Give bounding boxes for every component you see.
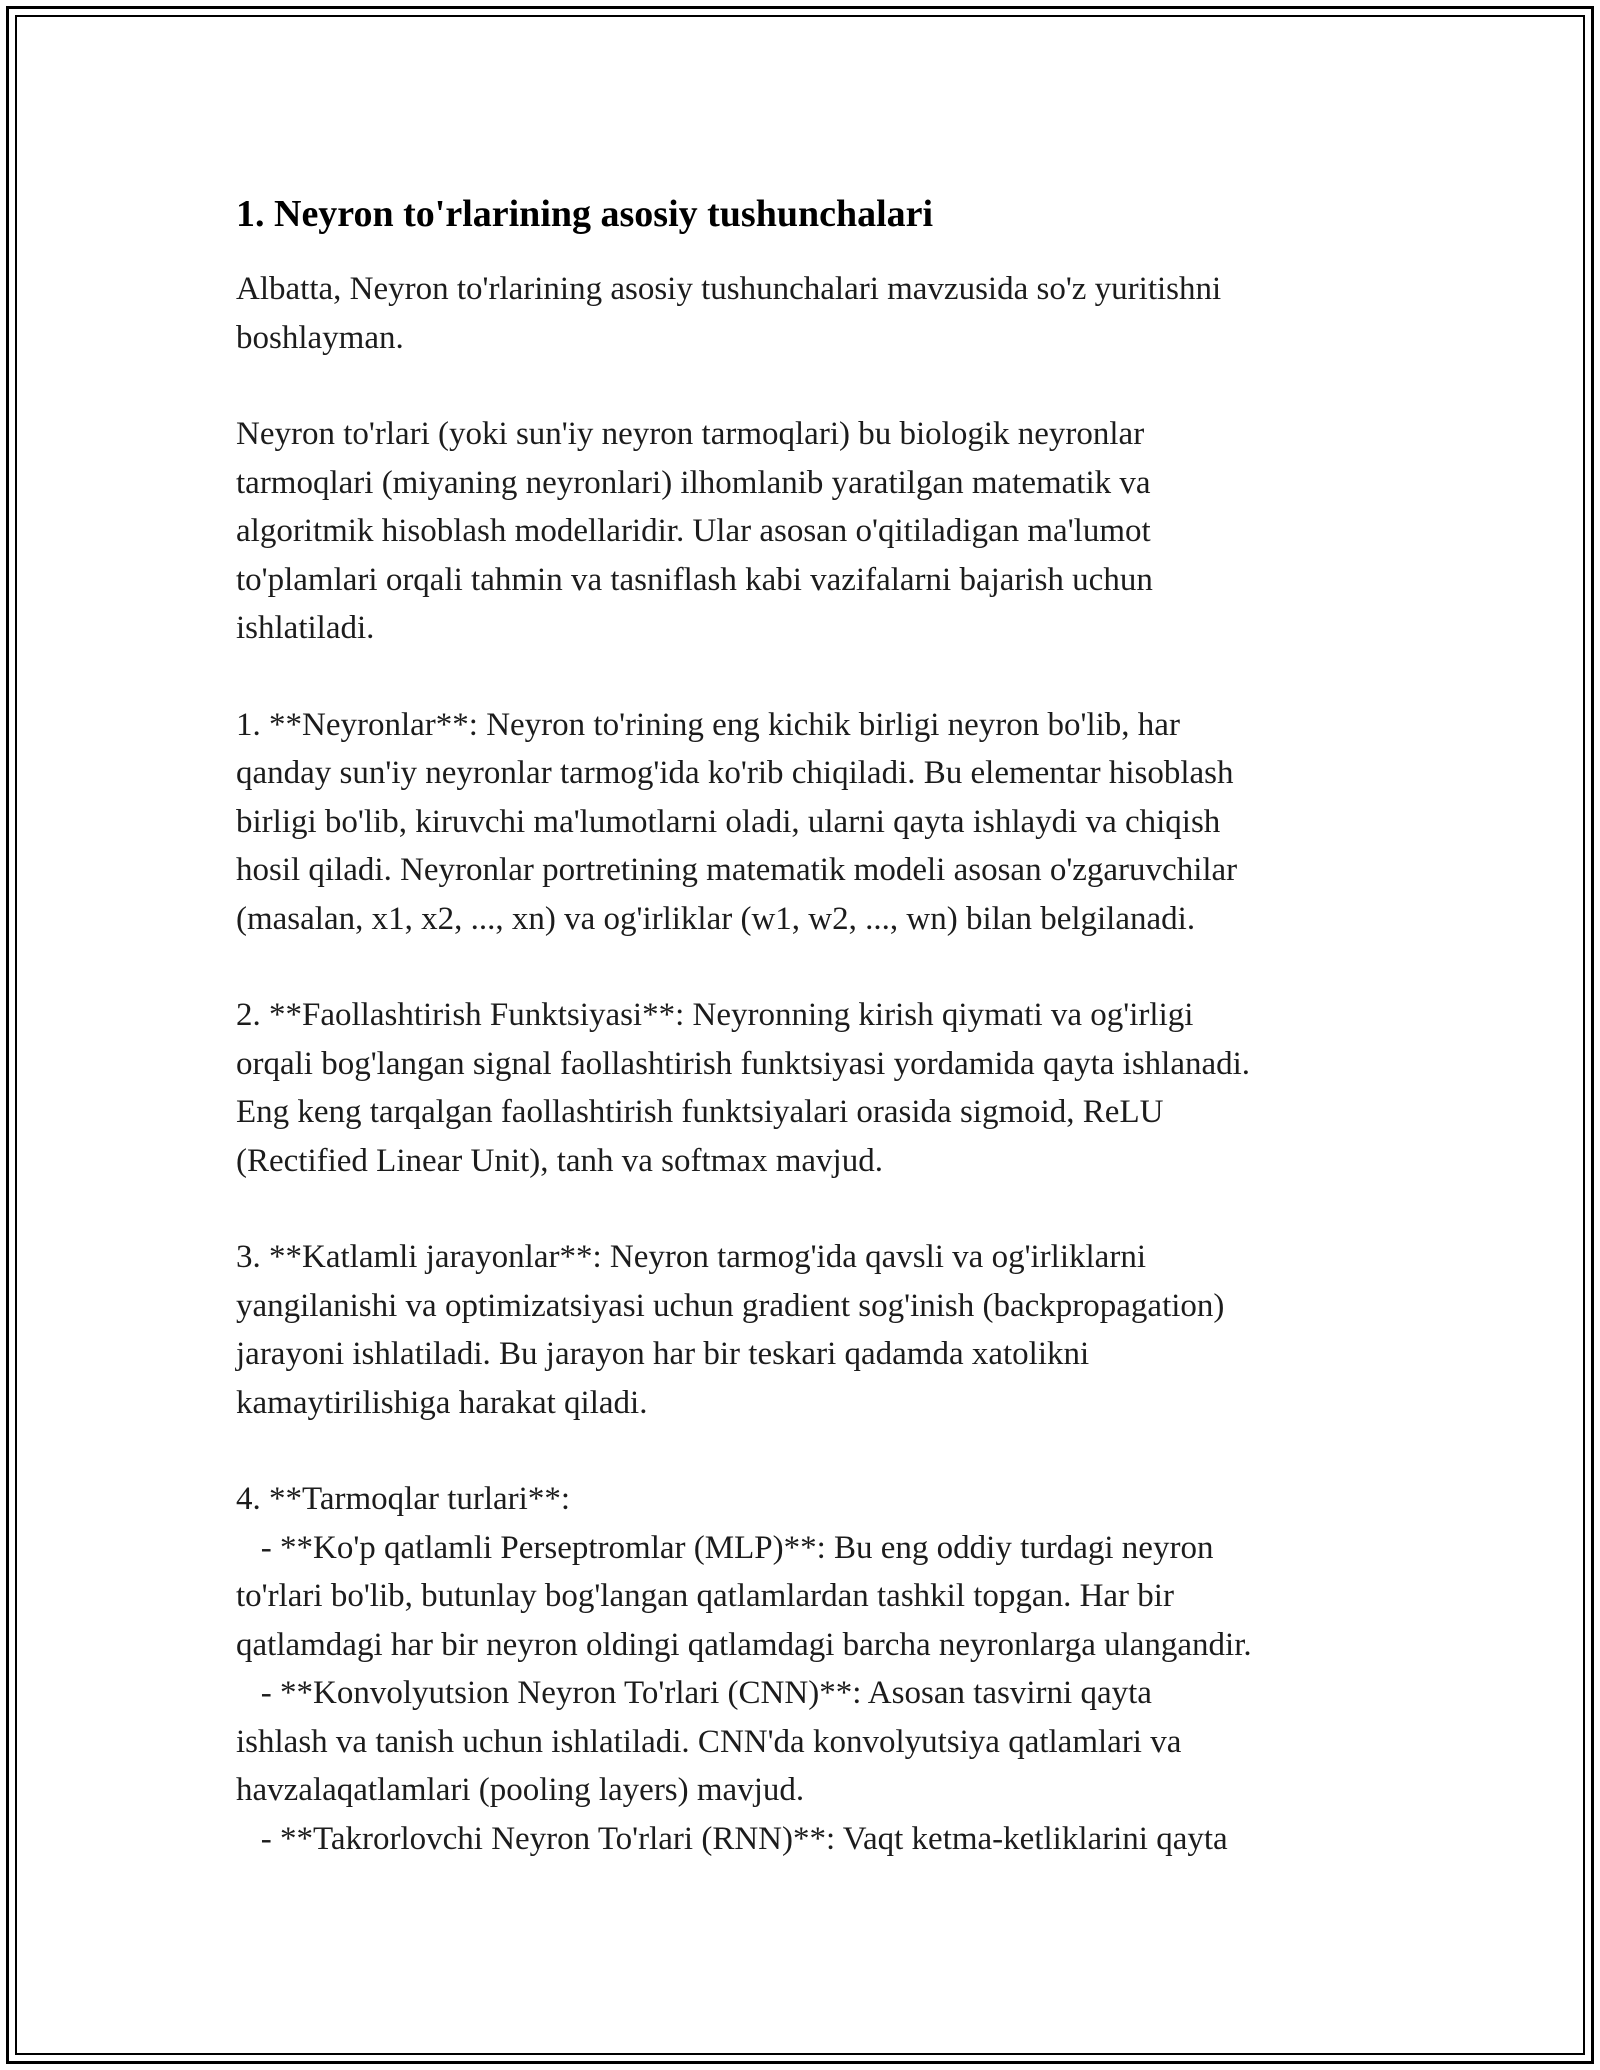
paragraph-activation-function: 2. **Faollashtirish Funktsiyasi**: Neyronning kirish qiymati va og'irligi orqali bog'langan signal faollashtirish funktsiyasi yordamida qayta ishlanadi. Eng keng tarqalgan faollashtirish funktsiyalari orasida sigmoid, ReLU (Rectified Linear Unit), tanh va softmax mavjud. xyxy=(236,997,1251,1179)
paragraph-definition: Neyron to'rlari (yoki sun'iy neyron tarmoqlari) bu biologik neyronlar tarmoqlari (miyaning neyronlari) ilhomlanib yaratilgan matematik va algoritmik hisoblash modellaridir. Ular asosan o'qitiladigan ma'lumot to'plamlari orqali tahmin va tasniflash kabi vazifalarni bajarish uchun ishlatiladi. xyxy=(236,416,1153,646)
document-title: 1. Neyron to'rlarining asosiy tushunchalari xyxy=(236,193,934,235)
paragraph-neurons: 1. **Neyronlar**: Neyron to'rining eng kichik birligi neyron bo'lib, har qanday sun'iy neyronlar tarmog'ida ko'rib chiqiladi. Bu elementar hisoblash birligi bo'lib, kiruvchi ma'lumotlarni oladi, ularni qayta ishlaydi va chiqish hosil qiladi. Neyronlar portretining matematik modeli asosan o'zgaruvchilar (masalan, x1, x2, ..., xn) va og'irliklar (w1, w2, ..., wn) bilan belgilanadi. xyxy=(236,706,1238,937)
document-page xyxy=(236,185,1386,1863)
paragraph-layered-processes: 3. **Katlamli jarayonlar**: Neyron tarmog'ida qavsli va og'irliklarni yangilanishi va optimizatsiyasi uchun gradient sog'inish (backpropagation) jarayoni ishlatiladi. Bu jarayon har bir teskari qadamda xatolikni kamaytirilishiga harakat qiladi. xyxy=(236,1239,1225,1421)
paragraph-network-types: 4. **Tarmoqlar turlari**: - **Ko'p qatlamli Perseptromlar (MLP)**: Bu eng oddiy turdagi neyron to'rlari bo'lib, butunlay bog'langan qatlamlardan tashkil topgan. Har bir qatlamdagi har bir neyron oldingi qatlamdagi barcha neyronlarga ulangandir. - **Konvolyutsion Neyron To'rlari (CNN)**: Asosan tasvirni qayta ishlash va tanish uchun ishlatiladi. CNN'da konvolyutsiya qatlamlari va havzalaqatlamlari (pooling layers) mavjud. - **Takrorlovchi Neyron To'rlari (RNN)**: Vaqt ketma-ketliklarini qayta xyxy=(236,1481,1252,1857)
paragraph-intro: Albatta, Neyron to'rlarining asosiy tushunchalari mavzusida so'z yuritishni boshlayman. xyxy=(236,271,1222,356)
